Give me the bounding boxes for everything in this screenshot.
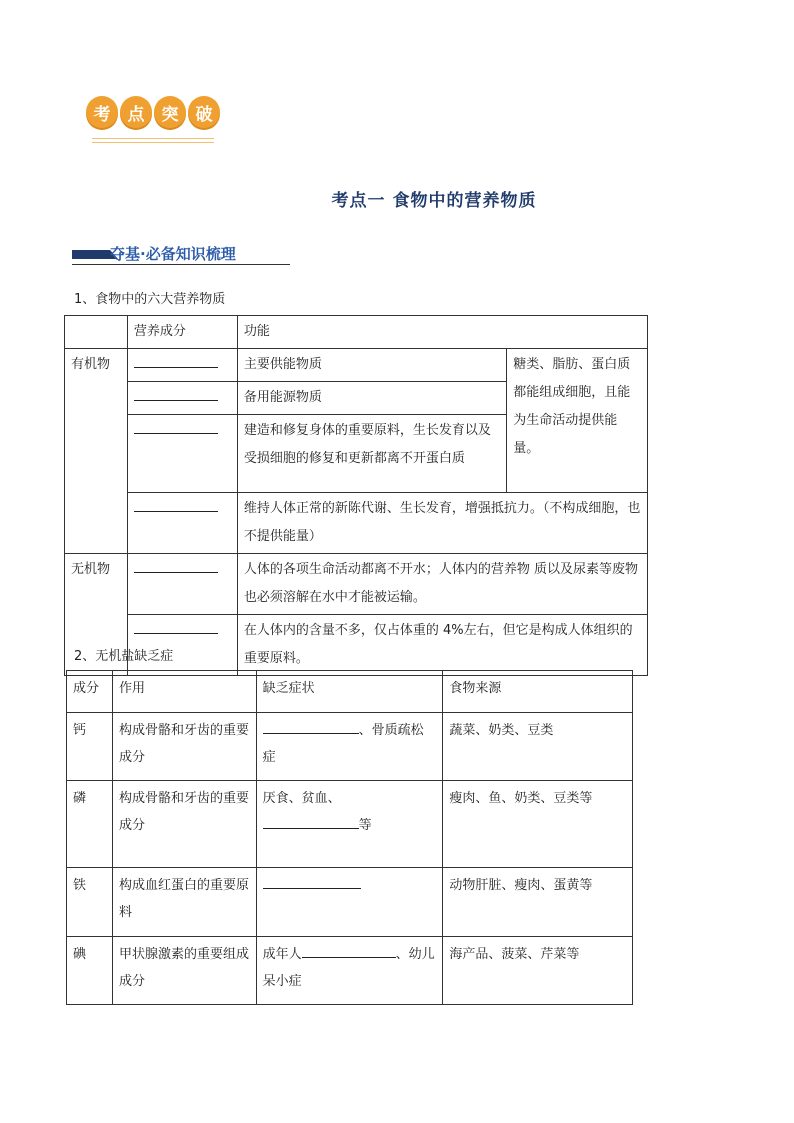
answer-blank[interactable] xyxy=(302,943,396,958)
badge-char: 点 xyxy=(120,96,152,128)
page-title: 考点一 食物中的营养物质 xyxy=(331,191,537,211)
section-header xyxy=(72,243,290,265)
badge-char: 突 xyxy=(154,96,186,128)
answer-blank[interactable] xyxy=(263,719,359,734)
paragraph-heading-2: 2、无机盐缺乏症 xyxy=(74,649,174,664)
symptom-cell: 、骨质疏松症 xyxy=(256,713,443,781)
badge-char: 考 xyxy=(86,96,118,128)
section-title: 夺基·必备知识梳理 xyxy=(110,245,236,263)
header-cell: 食物来源 xyxy=(443,671,633,713)
badge-underline xyxy=(92,138,214,143)
header-function: 功能 xyxy=(237,316,647,349)
mineral-table xyxy=(66,670,633,1005)
answer-blank[interactable] xyxy=(134,386,218,401)
mineral-name: 钙 xyxy=(67,713,113,781)
header-cell: 缺乏症状 xyxy=(256,671,443,713)
mineral-name: 磷 xyxy=(67,781,113,868)
paragraph-heading-1: 1、食物中的六大营养物质 xyxy=(74,292,226,307)
symptom-cell xyxy=(256,868,443,937)
section-underline xyxy=(72,264,290,265)
mineral-name: 铁 xyxy=(67,868,113,937)
function-cell: 主要供能物质 xyxy=(237,349,506,382)
answer-blank[interactable] xyxy=(134,497,218,512)
answer-blank[interactable] xyxy=(263,814,359,829)
table-cell xyxy=(65,316,128,349)
function-cell: 人体的各项生命活动都离不开水；人体内的营养物 质以及尿素等废物也必须溶解在水中才能被运输。 xyxy=(237,554,647,615)
header-cell: 作用 xyxy=(112,671,256,713)
blank-cell xyxy=(127,349,237,382)
mineral-role: 构成骨骼和牙齿的重要成分 xyxy=(112,713,256,781)
function-cell: 在人体内的含量不多，仅占体重的 4%左右，但它是构成人体组织的重要原料。 xyxy=(237,615,647,676)
badge-char: 破 xyxy=(188,96,220,128)
nutrients-table xyxy=(64,315,648,676)
food-source: 动物肝脏、瘦肉、蛋黄等 xyxy=(443,868,633,937)
section-bar-icon xyxy=(72,250,110,259)
function-cell: 维持人体正常的新陈代谢、生长发育，增强抵抗力。（不构成细胞，也不提供能量） xyxy=(237,493,647,554)
organic-label: 有机物 xyxy=(65,349,128,554)
mineral-role: 构成血红蛋白的重要原料 xyxy=(112,868,256,937)
kaodian-tupo-badge xyxy=(86,96,220,136)
blank-cell xyxy=(127,493,237,554)
blank-cell xyxy=(127,415,237,493)
symptom-cell: 厌食、贫血、 等 xyxy=(256,781,443,868)
symptom-cell: 成年人 、幼儿呆小症 xyxy=(256,937,443,1005)
blank-cell xyxy=(127,382,237,415)
answer-blank[interactable] xyxy=(263,874,361,889)
header-component: 营养成分 xyxy=(127,316,237,349)
answer-blank[interactable] xyxy=(134,558,218,573)
answer-blank[interactable] xyxy=(134,353,218,368)
mineral-role: 甲状腺激素的重要组成成分 xyxy=(112,937,256,1005)
answer-blank[interactable] xyxy=(134,419,218,434)
food-source: 蔬菜、奶类、豆类 xyxy=(443,713,633,781)
mineral-name: 碘 xyxy=(67,937,113,1005)
function-cell: 备用能源物质 xyxy=(237,382,506,415)
food-source: 海产品、菠菜、芹菜等 xyxy=(443,937,633,1005)
inorganic-label: 无机物 xyxy=(65,554,128,676)
function-cell: 建造和修复身体的重要原料，生长发育以及受损细胞的修复和更新都离不开蛋白质 xyxy=(237,415,506,493)
organic-note: 糖类、脂肪、蛋白质都能组成细胞，且能为生命活动提供能量。 xyxy=(507,349,648,493)
header-cell: 成分 xyxy=(67,671,113,713)
mineral-role: 构成骨骼和牙齿的重要成分 xyxy=(112,781,256,868)
answer-blank[interactable] xyxy=(134,619,218,634)
food-source: 瘦肉、鱼、奶类、豆类等 xyxy=(443,781,633,868)
blank-cell xyxy=(127,554,237,615)
